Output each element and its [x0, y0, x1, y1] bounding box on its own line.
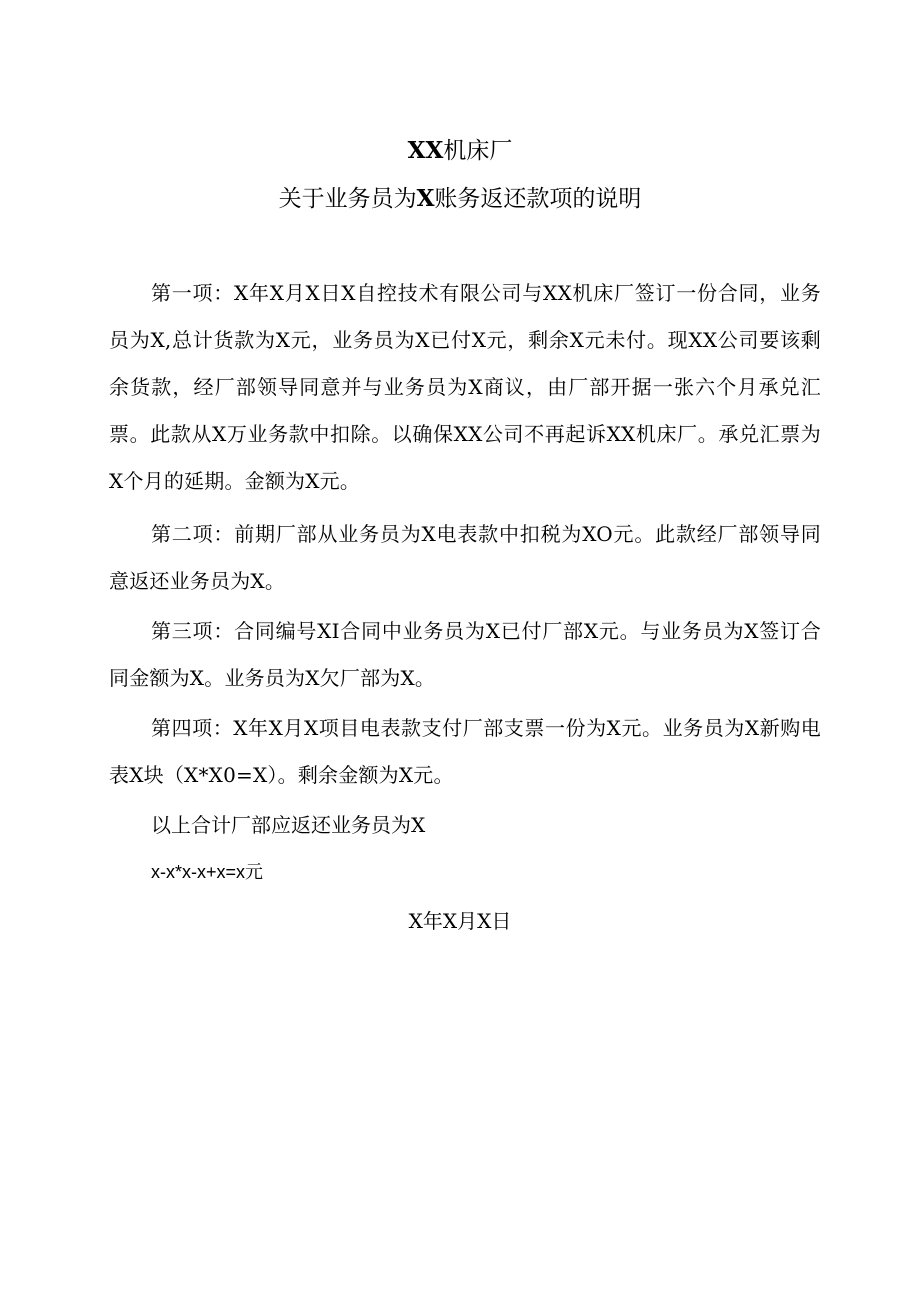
summary-line: 以上合计厂部应返还业务员为X [151, 813, 426, 837]
paragraph-item-1: 第一项：X年X月X日X自控技术有限公司与XX机床厂签订一份合同，业务员为X,总计货款为X元，业务员为X已付X元，剩余X元未付。现XX公司要该剩余货款，经厂部领导同意并与业务员为X商议，由厂部开据一张六个月承兑汇票。此款从X万业务款中扣除。以确保XX公司不再起诉XX机床厂。承兑汇票为X个月的延期。金额为X元。 [109, 281, 821, 493]
title-bold-part: XX [407, 137, 444, 164]
title-rest-part: 机床厂 [443, 138, 513, 164]
formula-line: x-x*x-x+x=x元 [151, 862, 264, 882]
paragraph-item-2: 第二项：前期厂部从业务员为X电表款中扣税为XO元。此款经厂部领导同意返还业务员为X。 [109, 522, 821, 593]
subtitle-bold: X [416, 185, 435, 212]
paragraph-item-4: 第四项：X年X月X项目电表款支付厂部支票一份为X元。业务员为X新购电表X块（X*X0=X）。剩余金额为X元。 [109, 716, 821, 787]
subtitle-pre: 关于业务员为 [278, 186, 417, 212]
document-title [0, 136, 920, 166]
date-line: X年X月X日 [408, 909, 512, 933]
paragraph-item-3: 第三项：合同编号XI合同中业务员为X已付厂部X元。与业务员为X签订合同金额为X。业务员为X欠厂部为X。 [109, 619, 821, 690]
document-subtitle [0, 184, 920, 214]
subtitle-post: 账务返还款项的说明 [434, 186, 642, 212]
